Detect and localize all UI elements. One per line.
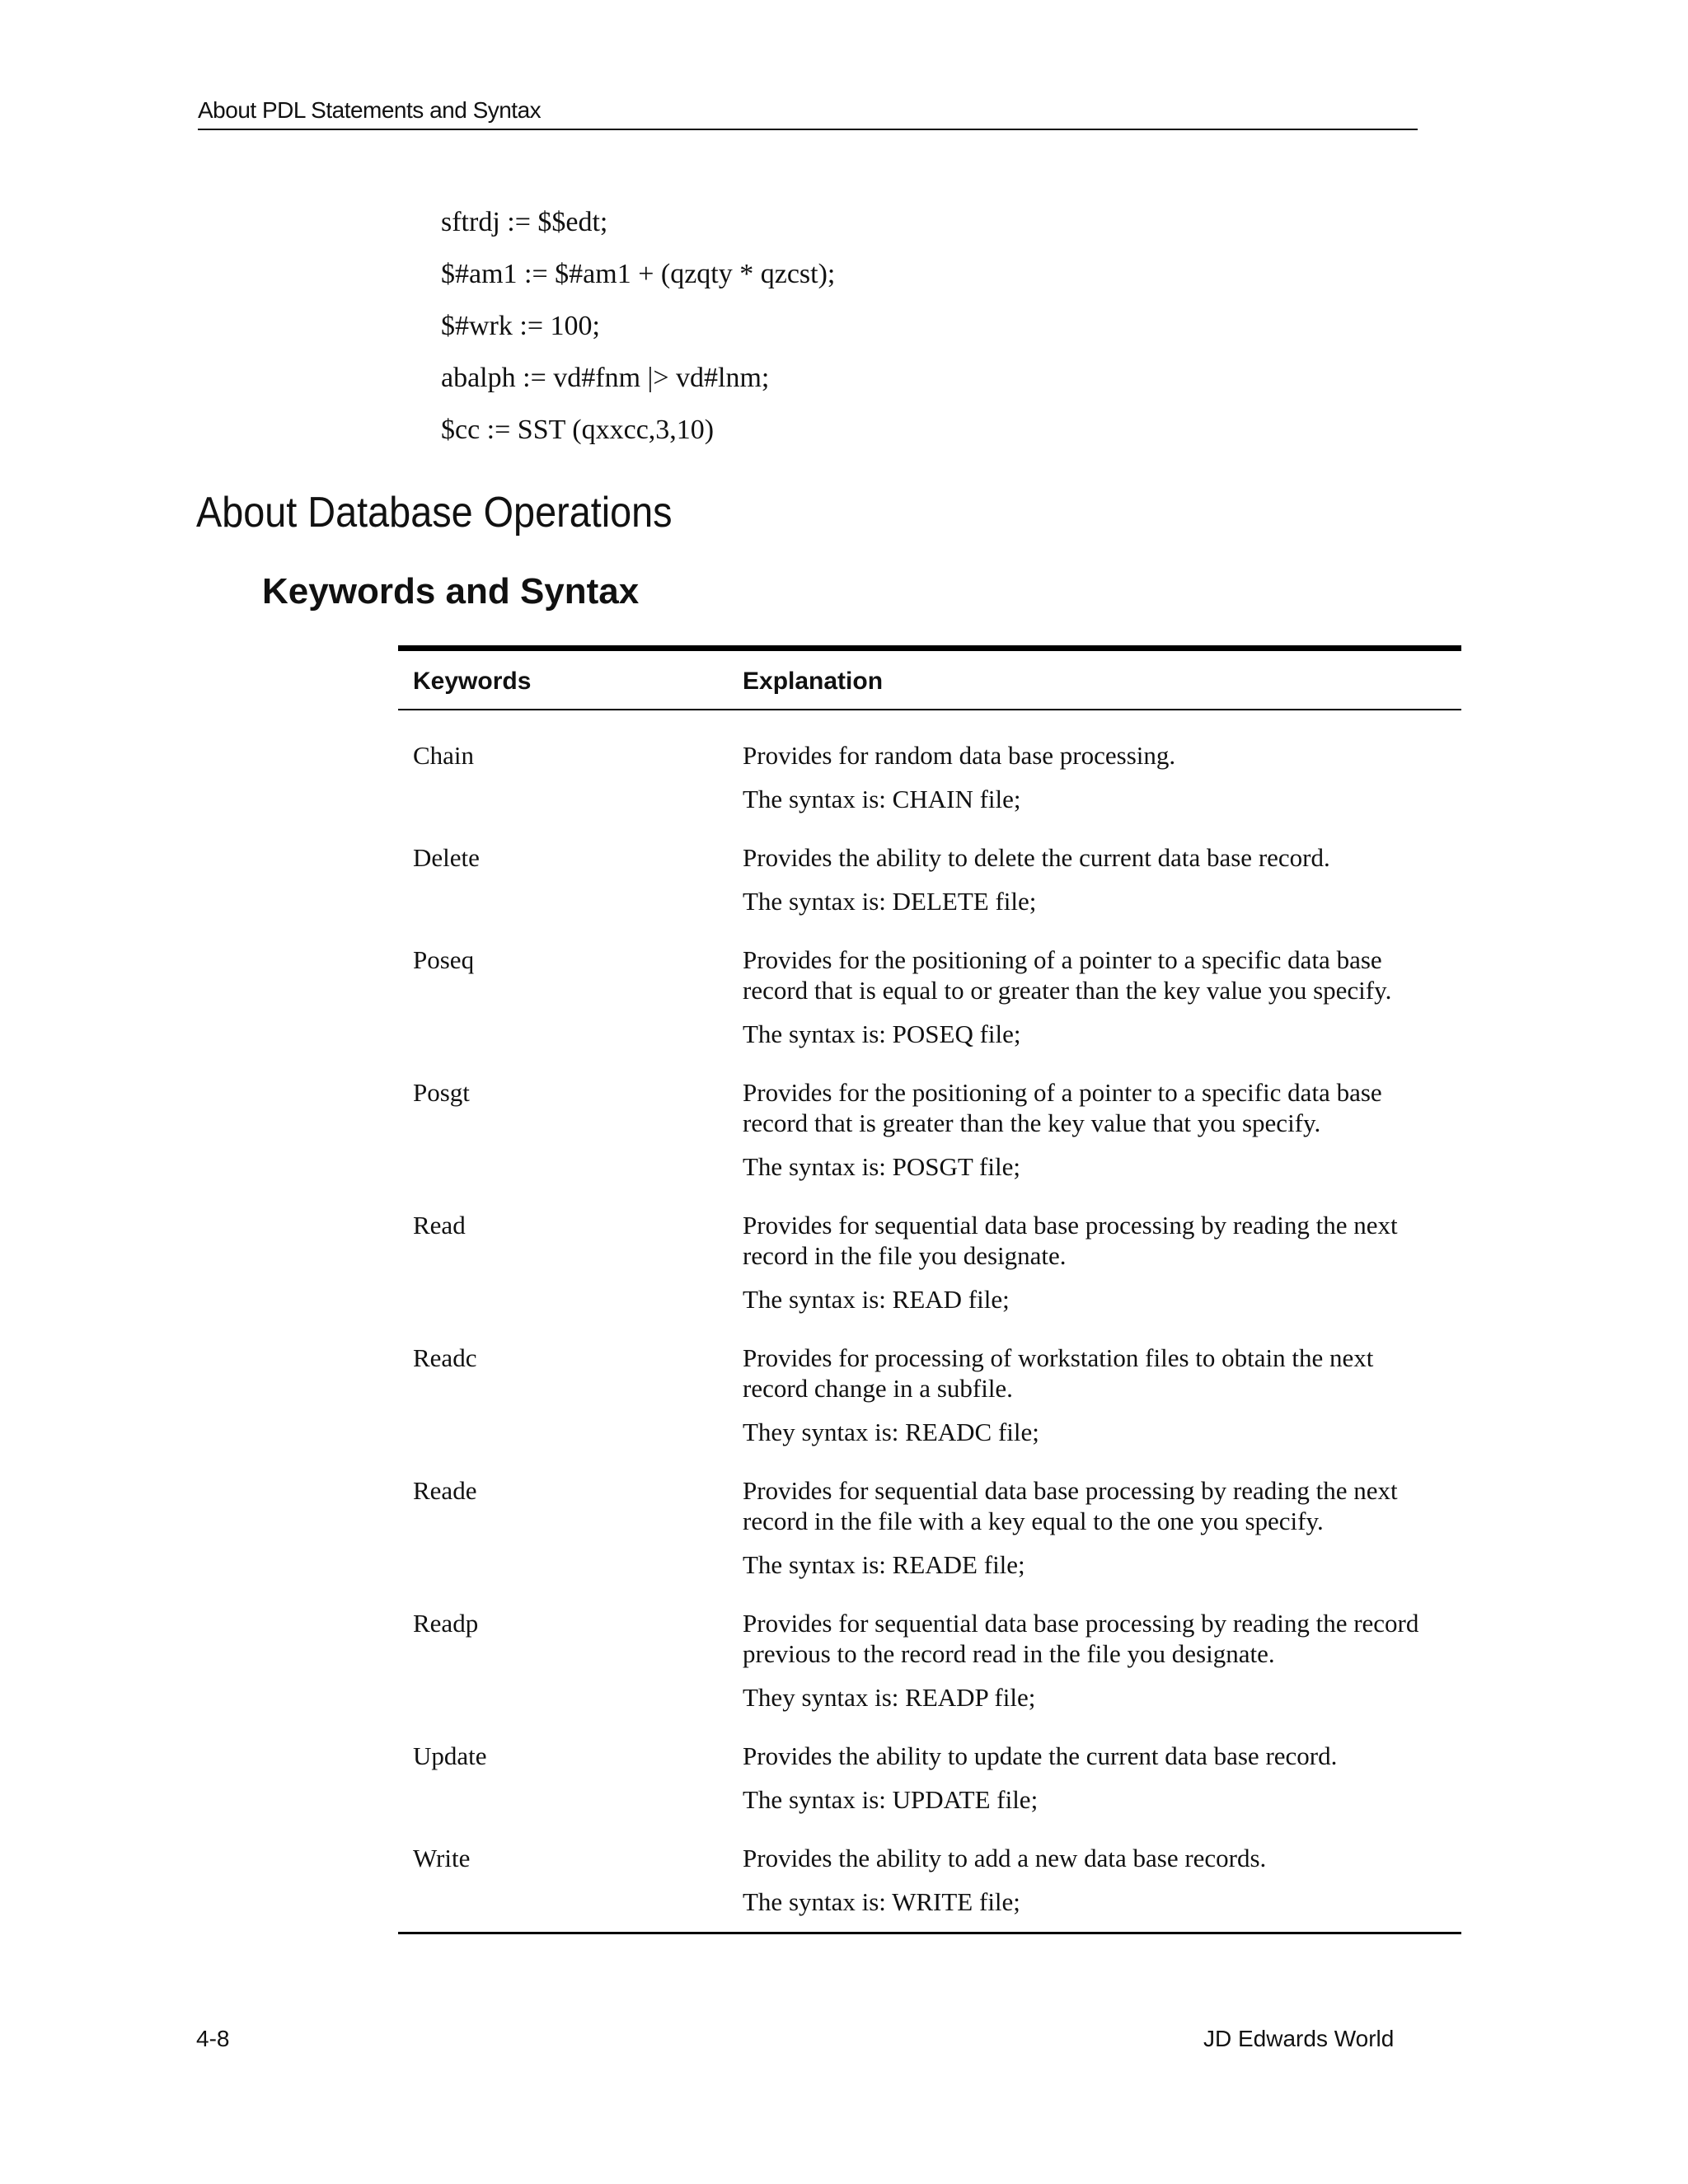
- explanation-cell: [743, 916, 1461, 1049]
- keyword-description: Provides the ability to add a new data base records.: [743, 1844, 1267, 1872]
- explanation-cell: [743, 814, 1461, 916]
- table-row: [398, 1447, 1461, 1580]
- code-line: $cc := SST (qxxcc,3,10): [441, 415, 715, 445]
- keywords-column-header: Keywords: [398, 649, 743, 710]
- keyword-syntax: The syntax is: UPDATE file;: [743, 1785, 1039, 1814]
- table-row: [398, 1182, 1461, 1315]
- keyword-description: Provides the ability to update the current data base record.: [743, 1741, 1338, 1770]
- keyword-syntax: The syntax is: READE file;: [743, 1550, 1025, 1579]
- explanation-cell: [743, 1315, 1461, 1447]
- keyword-syntax: The syntax is: POSEQ file;: [743, 1019, 1021, 1048]
- keyword-syntax: They syntax is: READP file;: [743, 1683, 1036, 1712]
- keyword-description: Provides for sequential data base processing by reading the next record in the file with a key equal to the one you specify.: [743, 1476, 1398, 1535]
- explanation-cell: [743, 1447, 1461, 1580]
- code-line: sftrdj := $$edt;: [441, 207, 608, 237]
- keyword-cell: Delete: [413, 843, 480, 872]
- keyword-syntax: The syntax is: READ file;: [743, 1285, 1010, 1314]
- keyword-description: Provides for the positioning of a pointer to a specific data base record that is equal to or greater than the key value you specify.: [743, 945, 1392, 1005]
- code-line: $#wrk := 100;: [441, 311, 600, 341]
- keyword-cell: Write: [413, 1844, 471, 1872]
- explanation-cell: [743, 710, 1461, 814]
- section-heading: About Database Operations: [196, 489, 673, 537]
- table-row: [398, 916, 1461, 1049]
- code-example: [441, 196, 835, 456]
- keyword-description: Provides for sequential data base processing by reading the next record in the file you designate.: [743, 1211, 1398, 1270]
- keyword-syntax: The syntax is: POSGT file;: [743, 1152, 1020, 1181]
- explanation-column-header: Explanation: [743, 649, 1461, 710]
- table-row: [398, 1315, 1461, 1447]
- keyword-syntax: The syntax is: DELETE file;: [743, 887, 1037, 916]
- table-row: [398, 814, 1461, 916]
- keyword-cell: Poseq: [413, 945, 475, 974]
- keyword-cell: Chain: [413, 741, 475, 770]
- explanation-cell: [743, 1815, 1461, 1933]
- keyword-description: Provides for sequential data base processing by reading the record previous to the record read in the file you designate.: [743, 1609, 1419, 1668]
- footer-brand: JD Edwards World: [1203, 2026, 1395, 2051]
- keyword-syntax: The syntax is: CHAIN file;: [743, 785, 1021, 813]
- keyword-description: Provides the ability to delete the current data base record.: [743, 843, 1330, 872]
- keyword-cell: Read: [413, 1211, 466, 1240]
- page-number: 4-8: [196, 2026, 230, 2051]
- keyword-description: Provides for processing of workstation files to obtain the next record change in a subfile.: [743, 1343, 1374, 1403]
- table-row: [398, 1815, 1461, 1933]
- keyword-syntax: They syntax is: READC file;: [743, 1418, 1039, 1446]
- table-row: [398, 1580, 1461, 1713]
- code-line: abalph := vd#fnm |> vd#lnm;: [441, 363, 770, 393]
- subsection-heading: Keywords and Syntax: [262, 571, 640, 612]
- keyword-cell: Readp: [413, 1609, 479, 1638]
- keyword-description: Provides for random data base processing.: [743, 741, 1176, 770]
- code-line: $#am1 := $#am1 + (qzqty * qzcst);: [441, 259, 836, 289]
- keyword-syntax: The syntax is: WRITE file;: [743, 1887, 1020, 1916]
- explanation-cell: [743, 1182, 1461, 1315]
- table-row: [398, 1713, 1461, 1815]
- running-header: About PDL Statements and Syntax: [198, 97, 1418, 130]
- keyword-description: Provides for the positioning of a pointer to a specific data base record that is greater than the key value that you specify.: [743, 1078, 1382, 1137]
- keywords-table: [398, 645, 1461, 1934]
- keyword-cell: Posgt: [413, 1078, 470, 1107]
- explanation-cell: [743, 1580, 1461, 1713]
- table-header-row: [398, 649, 1461, 710]
- explanation-cell: [743, 1713, 1461, 1815]
- keyword-cell: Readc: [413, 1343, 477, 1372]
- keyword-cell: Update: [413, 1741, 487, 1770]
- keyword-cell: Reade: [413, 1476, 477, 1505]
- explanation-cell: [743, 1049, 1461, 1182]
- table-row: [398, 710, 1461, 814]
- table-row: [398, 1049, 1461, 1182]
